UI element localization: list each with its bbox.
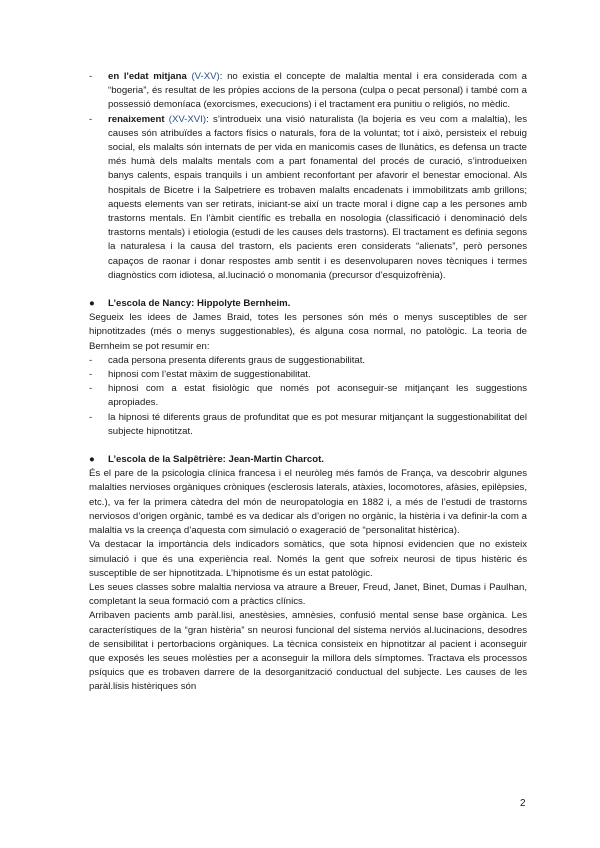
heading-text: L’escola de la Salpêtrière: Jean-Martin Charcot. xyxy=(108,454,324,466)
list-marker: - xyxy=(89,369,93,381)
era-term: renaixement xyxy=(108,113,165,125)
list-marker: - xyxy=(89,354,93,366)
era-item xyxy=(89,70,527,113)
nancy-list xyxy=(89,354,527,439)
era-term: en l'edat mitjana xyxy=(108,71,187,82)
list-marker: - xyxy=(89,411,93,423)
section-heading-nancy xyxy=(89,297,527,311)
section-heading-salpetriere xyxy=(89,453,527,467)
heading-text: L’escola de Nancy: Hippolyte Bernheim. xyxy=(108,298,291,310)
era-text: : no existia el concepte de malaltia mental i era considerada com a “bogeria”, és resultat de les pròpies accions de la persona (culpa o pecat personal) i també com a possessió demoníaca (exorcismes, execucions) i el tractament era punitiu o religiós, no mèdic. xyxy=(108,71,527,111)
paragraph: És el pare de la psicologia clínica francesa i el neuròleg més famós de França, va descobrir algunes malalties nervioses orgàniques cròniques (esclerosis laterals, atàxies, locomotores, afàsies, epilèpsies, etc.), va fer la primera càtedra del món de neuropatologia en 1882 i, a més de l’estudi de trastorns nerviosos d’origen orgànic, també es va dedicar als d’origen no orgànic, la histèria i va definir-la com a malaltia vs la creença d’aquesta com simulació o exageració de “personalitat histèrica). xyxy=(89,468,527,537)
document-page xyxy=(89,70,527,695)
list-marker: - xyxy=(89,383,93,395)
list-item: - hipnosi com l’estat màxim de suggestionabilitat. xyxy=(89,368,527,382)
nancy-intro: Segueix les idees de James Braid, totes les persones són més o menys susceptibles de ser hipnotitzades (més o menys suggestionables), és alguna cosa normal, no patològic. La teoria de Bernheim se pot resumir en: xyxy=(89,312,527,352)
paragraph: Les seues classes sobre malaltia nerviosa va atraure a Breuer, Freud, Janet, Binet, Dumas i Paulhan, completant la seua formació com a pràctics clínics. xyxy=(89,581,527,608)
bullet-icon: ● xyxy=(89,454,95,466)
era-range: (XV-XVI) xyxy=(168,113,207,125)
era-text: : s’introdueix una visió naturalista (la bojeria es veu com a malaltia), les causes són atribuïdes a factors físics o naturals, fora de la voluntat; tot i això, persisteix el rebuig social, els malalts són internats de per vida en manicomis cases de llunàtics, es defensa un tracte més humà dels malalts mentals com a part fonamental del procés de curació, s’introdueixen banys calents, espais tranquils i un ambient reconfortant per afavorir el benestar emocional. Als hospitals de Bicetre i la Salpetriere es trobaven malalts encadenats i immobilitzats amb grillons; aquests elements van ser retirats, iniciant-se així un tracte moral i digne cap a les persones amb trastorns mentals. En l’àmbit científic es treballa en nosologia (classificació i denominació dels trastorns mentals) i etiologia (estudi de les causes dels trastorns). El tractament es definia segons la naturalesa i la causa del trastorn, els pacients eren considerats “alienats”, però persones capaços de raonar i donar respostes amb sentit i es desenvoluparen noves tècniques i termes diagnòstics com idiotesa, al.lucinació o monomania (precursor d’esquizofrènia). xyxy=(108,113,527,281)
list-item: - cada persona presenta diferents graus de suggestionabilitat. xyxy=(89,354,527,368)
bullet-icon: ● xyxy=(89,298,95,310)
list-marker: - xyxy=(89,113,93,125)
era-range: (V-XV) xyxy=(191,71,220,82)
list-item: - hipnosi com a estat fisiològic que només pot aconseguir-se mitjançant les suggestions apropiades. xyxy=(89,382,527,410)
paragraph: Arribaven pacients amb paràl.lisi, anestèsies, amnèsies, confusió mental sense base orgànica. Les característiques de la “gran histèria” sn neurosi funcional del sistema nerviós al.lucinacions, desodres de sensibilitat i pertorbacions orgàniques. La tècnica consisteix en hipnotitzar al pacient i aconseguir que exposés les seues molèsties per a aconseguir la millora dels símptomes. Tractava els processos psíquics que es trobaven darrere de la desorganització conductual del subjecte. Les causes de les paràl.lisis histèriques són xyxy=(89,610,527,693)
paragraph: Va destacar la importància dels indicadors somàtics, que sota hipnosi evidencien que no existeix simulació i que és una experiència real. Només la gent que sofreix neurosi de tipus histèric és susceptible de ser hipnotitzada. L’hipnotisme és un estat patològic. xyxy=(89,539,527,579)
list-item: - la hipnosi té diferents graus de profunditat que es pot mesurar mitjançant la suggestionabilitat del subjecte hipnotitzat. xyxy=(89,411,527,439)
list-marker: - xyxy=(89,71,93,82)
era-item xyxy=(89,113,527,283)
page-number: 2 xyxy=(520,798,526,809)
